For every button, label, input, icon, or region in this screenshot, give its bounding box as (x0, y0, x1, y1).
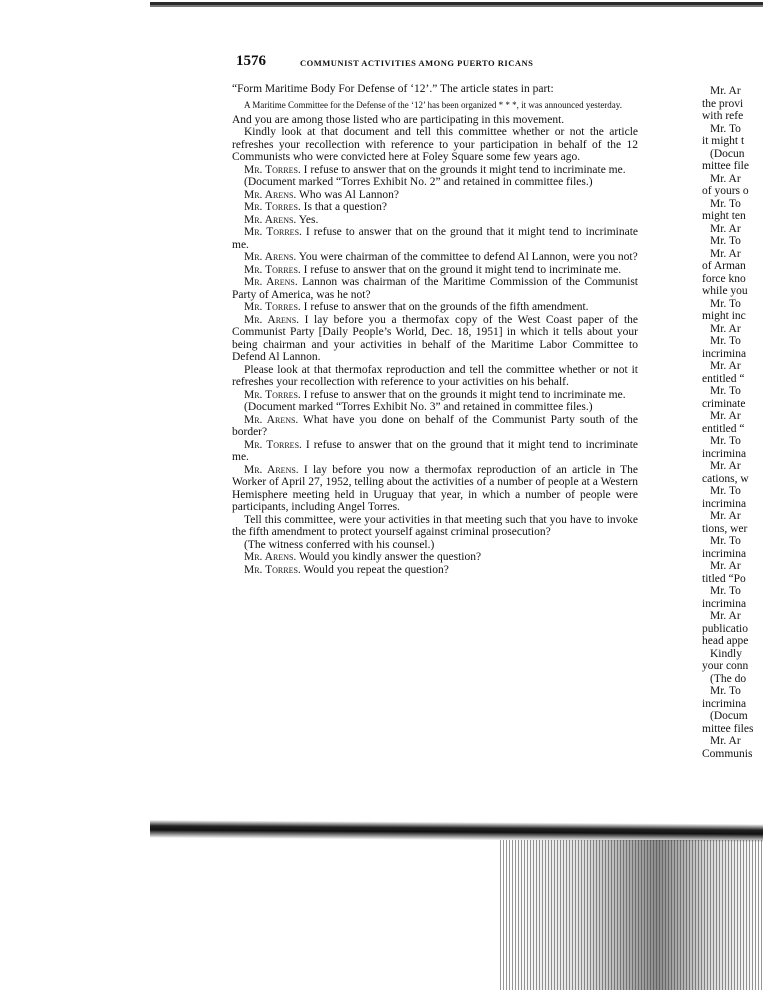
facing-page-line: incrimina (702, 547, 747, 560)
testimony-line (232, 551, 638, 564)
paragraph: And you are among those listed who are participating in this movement. (232, 113, 565, 126)
facing-page-line: Mr. Ar (710, 85, 741, 97)
speaker-name: Mr. Arens. (244, 463, 299, 476)
facing-page-line: Mr. Ar (710, 510, 741, 522)
speech-text: I lay before you a thermofax copy of the West Coast paper of the Communist Party [Daily People’s World, Dec. 18, 1951] in which it tells about your being chairman and your activities in behalf of the Maritime Labor Committee to Defend Al Lannon. (232, 313, 638, 363)
speaker-name: Mr. Torres. (244, 301, 301, 313)
facing-page-line: Communis (702, 747, 753, 760)
facing-page-line: Mr. To (710, 485, 741, 497)
speech-text: I refuse to answer that on the grounds it might tend to incriminate me. (300, 388, 626, 401)
top-scan-rule (150, 2, 763, 9)
facing-page-line: incrimina (702, 697, 747, 710)
speech-text: I lay before you now a thermofax reproduction of an article in The Worker of April 27, 1952, telling about the activities of a number of people at a Western Hemisphere meeting held in Uruguay that year, in which a number of people were participants, including Angel Torres. (232, 463, 638, 513)
facing-page-line: Mr. To (710, 585, 741, 597)
scan-artifact (500, 840, 763, 990)
paragraph: “Form Maritime Body For Defense of ‘12’.” The article states in part: (232, 83, 554, 95)
testimony-line (232, 164, 638, 177)
page-header (236, 53, 636, 73)
facing-page-line: Mr. To (710, 197, 741, 210)
paragraph: (Document marked “Torres Exhibit No. 2” and retained in committee files.) (244, 176, 593, 188)
facing-page-line: Mr. To (710, 235, 741, 247)
facing-page-line: might inc (702, 310, 746, 322)
facing-page-line: (The do (710, 672, 747, 685)
facing-page-line: titled “Po (702, 572, 746, 585)
testimony-line (232, 414, 638, 439)
facing-page-line: while you (702, 285, 748, 297)
speech-text: Is that a question? (300, 201, 388, 213)
paragraph: Kindly look at that document and tell this committee whether or not the article refreshes your recollection with reference to your participation in behalf of the 12 Communists who were convicted here at Foley Square some few years ago. (232, 126, 638, 163)
facing-page-line: force kno (702, 272, 746, 285)
speech-text: Yes. (296, 213, 319, 226)
block-quote: A Maritime Committee for the Defense of the ‘12’ has been organized * * *, it was announced yesterday. (244, 99, 622, 110)
testimony-line (232, 439, 638, 464)
facing-page-line: incrimina (702, 447, 747, 460)
paragraph: Tell this committee, were your activities in that meeting such that you have to invoke the fifth amendment to protect yourself against criminal prosecution? (232, 513, 638, 538)
facing-page-line: Mr. Ar (710, 222, 741, 235)
facing-page-line: mittee files (702, 722, 754, 735)
speech-text: I refuse to answer that on the grounds of the fifth amendment. (300, 301, 589, 313)
testimony-line (232, 201, 638, 214)
speech-text: I refuse to answer that on the grounds it might tend to incriminate me. (300, 163, 626, 176)
facing-page-line: Mr. Ar (710, 410, 741, 422)
speech-text: Who was Al Lannon? (296, 188, 399, 201)
facing-page-line: Mr. Ar (710, 735, 741, 747)
facing-page-line: Mr. To (710, 335, 741, 347)
testimony-line (232, 464, 638, 514)
facing-page-line: Mr. Ar (710, 172, 741, 185)
speech-text: What have you done on behalf of the Communist Party south of the border? (232, 413, 639, 438)
speaker-name: Mr. Torres. (244, 163, 301, 176)
speech-text: Would you repeat the question? (300, 563, 449, 576)
paragraph: (The witness conferred with his counsel.) (244, 538, 435, 551)
facing-page-line: mittee file (702, 160, 749, 172)
facing-page-line: the provi (702, 97, 744, 110)
testimony-line (232, 389, 638, 402)
facing-page-line: of yours o (702, 185, 749, 197)
paragraph: (Document marked “Torres Exhibit No. 3” and retained in committee files.) (244, 401, 593, 413)
facing-page-line: Mr. Ar (710, 360, 741, 372)
testimony-line (232, 276, 638, 301)
facing-page-line: criminate (702, 397, 746, 410)
speaker-name: Mr. Arens. (244, 251, 297, 263)
speaker-name: Mr. Arens. (244, 551, 297, 563)
facing-page-line: Mr. Ar (710, 247, 741, 260)
facing-page-line: Mr. Ar (710, 322, 741, 335)
speech-text: Lannon was chairman of the Maritime Commission of the Communist Party of America, was he not? (232, 276, 638, 301)
speaker-name: Mr. Arens. (244, 313, 300, 326)
facing-page-line: incrimina (702, 597, 747, 610)
facing-page-line: Mr. To (710, 685, 741, 697)
testimony-line (232, 214, 638, 227)
page-number: 1576 (236, 53, 266, 69)
testimony-line (232, 189, 638, 202)
speaker-name: Mr. Torres. (244, 438, 302, 451)
speech-text: I refuse to answer that on the ground that it might tend to incriminate me. (232, 226, 638, 251)
facing-page-line: incrimina (702, 497, 747, 510)
speaker-name: Mr. Torres. (244, 226, 302, 238)
speech-text: Would you kindly answer the question? (296, 551, 482, 563)
testimony-line (232, 264, 638, 277)
scan-shadow (150, 820, 763, 842)
facing-page-line: Mr. Ar (710, 610, 741, 622)
speaker-name: Mr. Arens. (244, 413, 299, 426)
facing-page-line: head appe (702, 635, 749, 647)
running-title: COMMUNIST ACTIVITIES AMONG PUERTO RICANS (300, 58, 534, 68)
speaker-name: Mr. Arens. (244, 213, 297, 226)
facing-page-line: entitled “ (702, 422, 745, 435)
facing-page-line: (Docum (710, 710, 748, 722)
facing-page-line: Mr. To (710, 535, 741, 547)
speech-text: I refuse to answer that on the ground it might tend to incriminate me. (300, 263, 622, 276)
paragraph: Please look at that thermofax reproduction and tell the committee whether or not it refreshes your recollection with reference to your activities on his behalf. (232, 363, 638, 388)
facing-page-line: Mr. To (710, 385, 741, 397)
testimony-line (232, 226, 638, 251)
facing-page-line: Mr. Ar (710, 560, 741, 572)
speaker-name: Mr. Torres. (244, 201, 301, 213)
speech-text: I refuse to answer that on the ground that it might tend to incriminate me. (232, 438, 638, 463)
main-text-column (232, 83, 638, 576)
testimony-line (232, 251, 638, 264)
speech-text: You were chairman of the committee to defend Al Lannon, were you not? (296, 251, 638, 263)
facing-page-line: Mr. To (710, 435, 741, 447)
facing-page-line: incrimina (702, 347, 747, 360)
testimony-line (232, 301, 638, 314)
speaker-name: Mr. Arens. (244, 276, 298, 288)
facing-page-line: (Docun (710, 147, 745, 160)
testimony-line (232, 314, 638, 364)
facing-page-line: Mr. To (710, 297, 741, 310)
speaker-name: Mr. Torres. (244, 263, 301, 276)
facing-page-line: entitled “ (702, 372, 745, 385)
facing-page-line: publicatio (702, 622, 748, 635)
facing-page-line: might ten (702, 210, 746, 222)
facing-page-line: it might t (702, 135, 745, 147)
speaker-name: Mr. Torres. (244, 563, 301, 576)
facing-page-line: Kindly (710, 647, 742, 660)
speaker-name: Mr. Arens. (244, 188, 297, 201)
facing-page-line: of Arman (702, 260, 746, 272)
facing-page-line: your conn (702, 660, 749, 672)
facing-page-line: tions, wer (702, 522, 748, 535)
facing-page-line: cations, w (702, 472, 749, 485)
testimony-line (232, 564, 638, 577)
facing-page-line: Mr. To (710, 122, 741, 135)
facing-page-line: Mr. Ar (710, 460, 741, 472)
facing-page-edge (702, 85, 763, 765)
speaker-name: Mr. Torres. (244, 388, 301, 401)
facing-page-line: with refe (702, 110, 744, 122)
